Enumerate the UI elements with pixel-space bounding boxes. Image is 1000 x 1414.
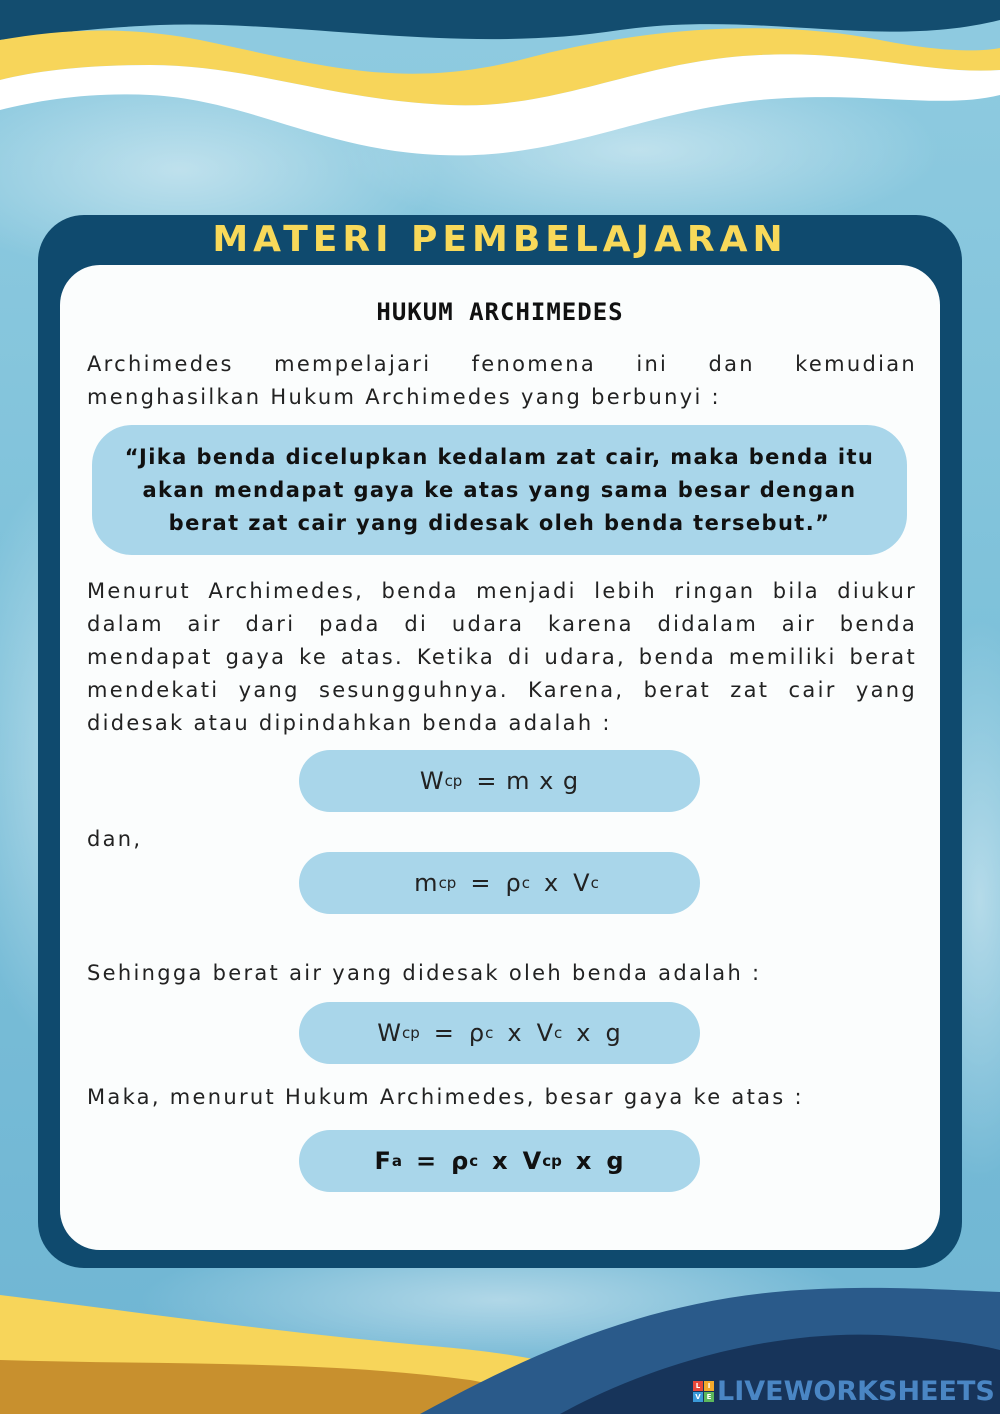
formula-subscript: cp: [402, 1024, 420, 1042]
formula-subscript: c: [469, 1152, 479, 1170]
formula-operator: x: [575, 1147, 593, 1175]
formula-subscript: a: [391, 1152, 402, 1170]
formula-operator: x: [543, 869, 560, 897]
conclusion-text: Maka, menurut Hukum Archimedes, besar gaya ke atas :: [87, 1085, 804, 1109]
formula-equals: =: [470, 869, 492, 897]
formula-subscript: cp: [438, 874, 457, 892]
connector-text: dan,: [87, 827, 143, 851]
liveworksheets-wordmark: LIVEWORKSHEETS: [717, 1376, 995, 1407]
panel-title: MATERI PEMBELAJARAN: [212, 219, 788, 260]
formula-expression: = m x g: [476, 767, 580, 795]
formula-subscript: c: [521, 874, 530, 892]
therefore-text: Sehingga berat air yang didesak oleh benda adalah :: [87, 961, 762, 985]
formula-symbol: F: [374, 1147, 392, 1175]
explanation-paragraph: Menurut Archimedes, benda menjadi lebih ringan bila diukur dalam air dari pada di udara karena didalam air benda mendapat gaya ke atas. Ketika di udara, benda memiliki berat mendekati yang sesungguhnya. Karena, berat zat cair yang didesak atau dipindahkan benda adalah :: [87, 579, 917, 735]
formula-subscript: c: [485, 1024, 494, 1042]
formula-symbol: W: [377, 1019, 403, 1047]
formula-symbol: V: [573, 869, 591, 897]
formula-operator: x: [576, 1019, 592, 1047]
formula-symbol: ρ: [468, 1019, 486, 1047]
formula-subscript: cp: [542, 1152, 562, 1170]
liveworksheets-logo-icon: L I V E: [693, 1381, 714, 1402]
intro-paragraph: Archimedes mempelajari fenomena ini dan kemudian menghasilkan Hukum Archimedes yang berbunyi :: [87, 352, 917, 409]
formula-equals: =: [415, 1147, 438, 1175]
formula-operator: x: [507, 1019, 523, 1047]
liveworksheets-watermark[interactable]: [693, 1376, 995, 1407]
formula-symbol: g: [605, 1019, 622, 1047]
formula-weight: [299, 750, 700, 812]
formula-displaced-weight: [299, 1002, 700, 1064]
section-heading: HUKUM ARCHIMEDES: [376, 298, 624, 326]
law-quote-box: [92, 425, 907, 555]
formula-symbol: V: [522, 1147, 543, 1175]
formula-symbol: ρ: [505, 869, 522, 897]
law-quote-text: “Jika benda dicelupkan kedalam zat cair, maka benda itu akan mendapat gaya ke atas yang sama besar dengan berat zat cair yang didesak oleh benda tersebut.”: [124, 444, 875, 535]
formula-subscript: c: [590, 874, 599, 892]
formula-subscript: cp: [444, 772, 463, 790]
formula-symbol: V: [536, 1019, 555, 1047]
formula-symbol: m: [414, 869, 439, 897]
formula-subscript: c: [554, 1024, 563, 1042]
formula-operator: x: [492, 1147, 509, 1175]
formula-symbol: W: [419, 767, 445, 795]
formula-mass: [299, 852, 700, 914]
formula-buoyant-force: [299, 1130, 700, 1192]
formula-equals: =: [433, 1019, 455, 1047]
formula-symbol: ρ: [451, 1147, 470, 1175]
formula-symbol: g: [606, 1147, 625, 1175]
